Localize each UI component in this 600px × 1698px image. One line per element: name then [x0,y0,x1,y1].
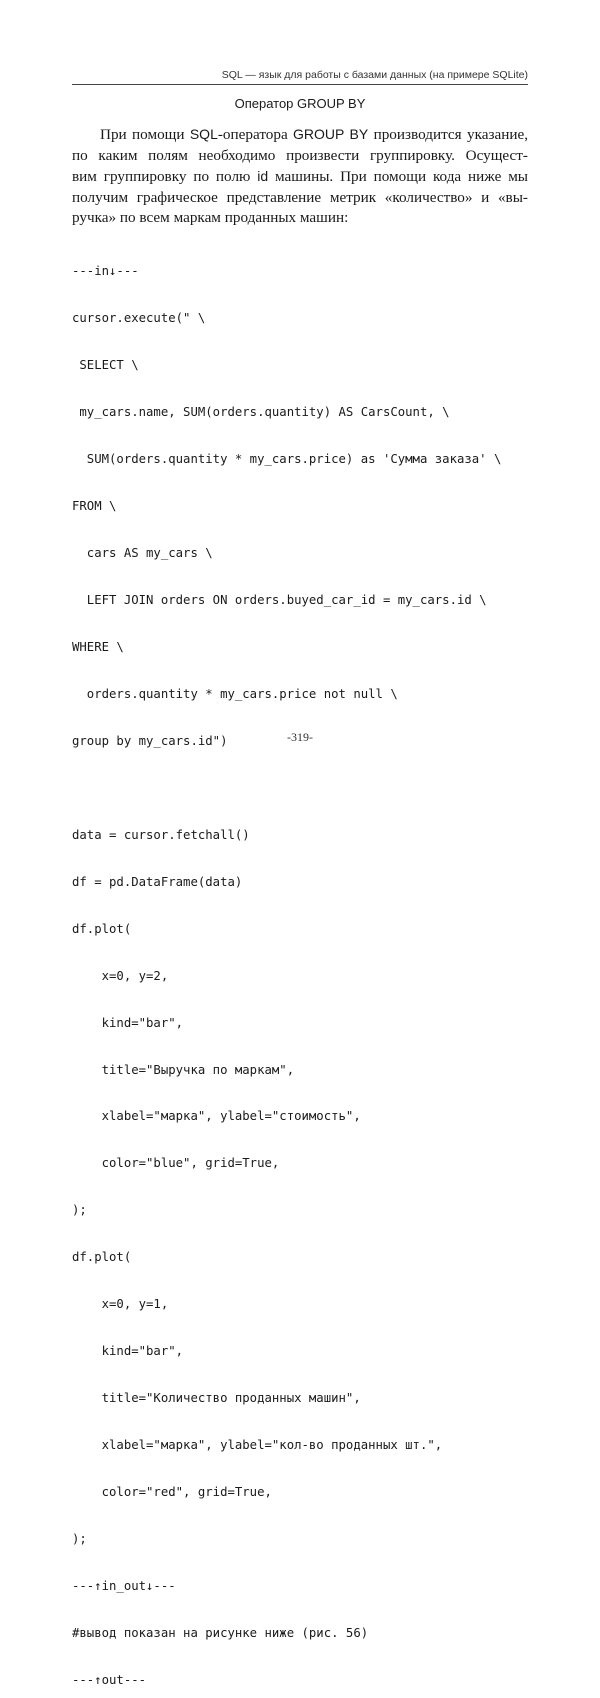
header-divider [72,84,528,85]
code-line: xlabel="марка", ylabel="кол-во проданных шт.", [72,1438,443,1453]
code-line: group by my_cars.id") [72,733,228,748]
code-line: df.plot( [72,921,132,936]
section-title: Оператор GROUP BY [234,96,366,111]
code-line: WHERE \ [72,639,124,654]
code-blank-line [72,781,528,797]
running-header: SQL — язык для работы с базами данных (на примере SQLite) [221,69,528,81]
code-line: ); [72,1532,87,1547]
code-line: cars AS my_cars \ [72,546,213,561]
paragraph-line-2: по каким полям необходимо произвести группировку. Осущест- [72,146,528,164]
code-line: ---↑out--- [72,1672,147,1687]
code-line: cursor.execute(" \ [72,311,206,326]
code-line: ---in↓--- [72,264,139,279]
code-line: SUM(orders.quantity * my_cars.price) as 'Сумма заказа' \ [72,452,502,467]
code-line: df.plot( [72,1250,132,1265]
group-by-term: GROUP BY [293,126,369,142]
paragraph-line-3: вим группировку по полю id машины. При помощи кода ниже мы [72,168,529,185]
page-number: -319- [287,730,313,744]
code-line: x=0, y=1, [72,1297,169,1312]
code-line: my_cars.name, SUM(orders.quantity) AS CarsCount, \ [72,405,450,420]
code-line: ); [72,1203,87,1218]
sql-term: SQL [189,126,218,142]
code-line: kind="bar", [72,1344,184,1359]
code-line: x=0, y=2, [72,968,169,983]
code-line: SELECT \ [72,358,139,373]
code-line: LEFT JOIN orders ON orders.buyed_car_id = my_cars.id \ [72,592,487,607]
code-line: xlabel="марка", ylabel="стоимость", [72,1109,361,1124]
paragraph-line-5: ручка» по всем маркам проданных машин: [72,209,349,226]
code-line: title="Выручка по маркам", [72,1062,295,1077]
code-line: kind="bar", [72,1015,184,1030]
code-line: ---↑in_out↓--- [72,1579,176,1593]
code-line: #вывод показан на рисунке ниже (рис. 56) [72,1625,369,1640]
paragraph-line-1: При помощи SQL-оператора GROUP BY производится указание, [100,126,529,143]
paragraph-line-4: получим графическое представление метрик «количество» и «вы- [72,188,528,206]
code-listing [72,233,528,1698]
code-line: orders.quantity * my_cars.price not null \ [72,686,398,701]
code-line: color="blue", grid=True, [72,1156,280,1171]
code-line: color="red", grid=True, [72,1485,272,1500]
code-line: df = pd.DataFrame(data) [72,874,243,889]
code-line: FROM \ [72,499,117,514]
code-line: title="Количество проданных машин", [72,1391,361,1406]
body-paragraph [72,124,528,229]
id-term: id [257,168,269,184]
code-line: data = cursor.fetchall() [72,827,250,842]
